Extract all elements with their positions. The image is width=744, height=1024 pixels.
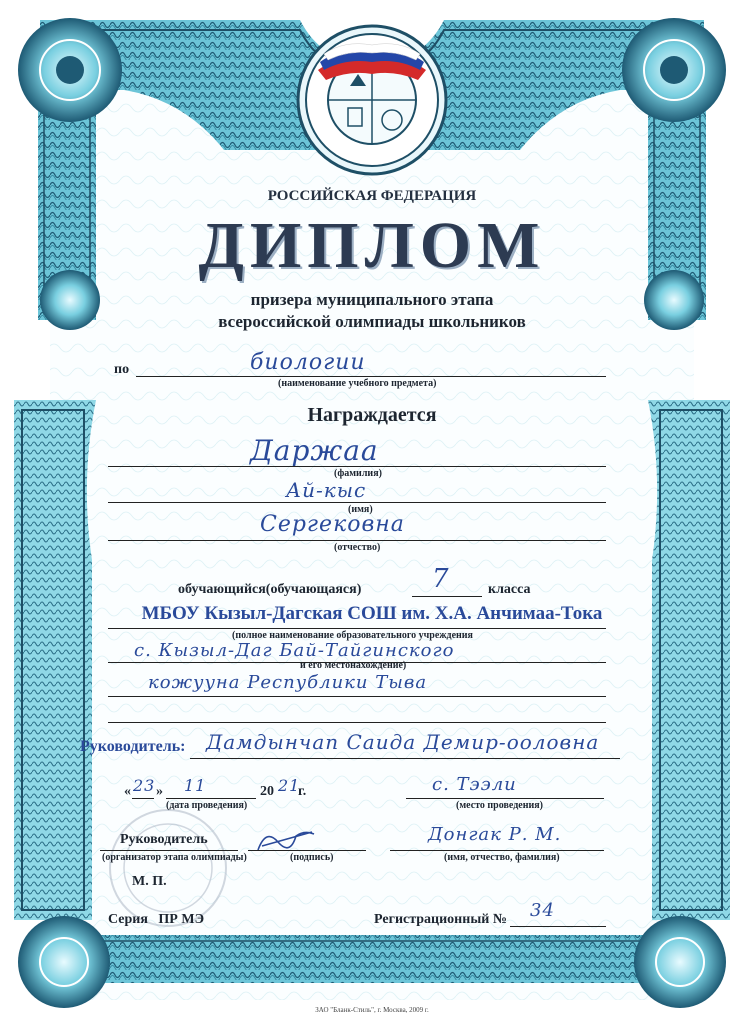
surname-caption: (фамилия) <box>334 468 382 479</box>
date-open-quote: « <box>124 784 131 799</box>
patronymic-value: Сергековна <box>260 512 405 537</box>
country-label: РОССИЙСКАЯ ФЕДЕРАЦИЯ <box>267 188 477 204</box>
signer-role: Руководитель <box>120 832 208 847</box>
printer-imprint: ЗАО "Бланк-Стиль", г. Москва, 2009 г. <box>315 1006 429 1014</box>
fio-line <box>390 850 604 851</box>
subject-value: биологии <box>250 350 366 375</box>
awarded-heading: Награждается <box>307 404 437 426</box>
sign-caption: (подпись) <box>290 852 334 863</box>
date-caption: (дата проведения) <box>166 800 248 811</box>
signer-role-line <box>100 850 238 851</box>
supervisor-line <box>190 758 620 759</box>
date-month: 11 <box>184 776 207 795</box>
date-close-quote: » <box>156 784 163 799</box>
date-month-line <box>166 798 256 799</box>
subtitle-line-1: призера муниципального этапа <box>250 290 494 309</box>
date-day-line <box>132 798 154 799</box>
location-line-2 <box>108 696 606 697</box>
patronymic-line <box>108 540 606 541</box>
school-location-1: с. Кызыл-Даг Бай-Тайгинского <box>134 640 455 661</box>
fio-caption: (имя, отчество, фамилия) <box>444 852 560 863</box>
place-value: с. Тээли <box>432 774 517 795</box>
name-caption: (имя) <box>348 504 373 515</box>
subtitle-line-2: всероссийской олимпиады школьников <box>218 312 526 331</box>
grade-line <box>412 596 482 597</box>
grade-value: 7 <box>432 564 450 594</box>
school-line <box>108 628 606 629</box>
series-label: Серия ПР МЭ <box>108 912 205 927</box>
grade-suffix: класса <box>488 582 531 597</box>
blank-line <box>108 722 606 723</box>
name-line <box>108 502 606 503</box>
place-caption: (место проведения) <box>456 800 543 811</box>
date-day: 23 <box>133 776 156 795</box>
school-caption: (полное наименование образовательного учреждения <box>232 630 473 641</box>
surname-value: Даржаа <box>250 434 379 467</box>
registration-value: 34 <box>530 900 555 921</box>
supervisor-label: Руководитель: <box>80 738 186 755</box>
supervisor-value: Дамдынчап Саида Демир-ооловна <box>206 730 600 754</box>
grade-prefix: обучающийся(обучающаяся) <box>178 582 362 597</box>
subject-caption: (наименование учебного предмета) <box>278 378 437 389</box>
stamp-place-label: М. П. <box>132 874 167 889</box>
diploma-title: ДИПЛОМ <box>198 209 546 282</box>
school-name: МБОУ Кызыл-Дагская СОШ им. Х.А. Анчимаа-Тока <box>141 603 603 624</box>
subject-prefix: по <box>114 362 130 377</box>
school-location-2: кожууна Республики Тыва <box>148 672 428 693</box>
signer-fio: Донгак Р. М. <box>428 824 562 845</box>
location-caption: и его местонахождение) <box>300 660 407 671</box>
name-value: Ай-кыс <box>286 478 367 502</box>
subject-line <box>136 376 606 377</box>
registration-line <box>510 926 606 927</box>
registration-label: Регистрационный № <box>374 912 507 927</box>
signer-role-caption: (организатор этапа олимпиады) <box>102 852 247 863</box>
date-year-prefix: 20 <box>260 784 274 799</box>
date-year-suffix: 21 <box>278 776 301 795</box>
olympiad-emblem <box>298 26 446 174</box>
patronymic-caption: (отчество) <box>334 542 381 553</box>
place-line <box>406 798 604 799</box>
sign-line <box>248 850 366 851</box>
date-g: г. <box>298 784 307 799</box>
